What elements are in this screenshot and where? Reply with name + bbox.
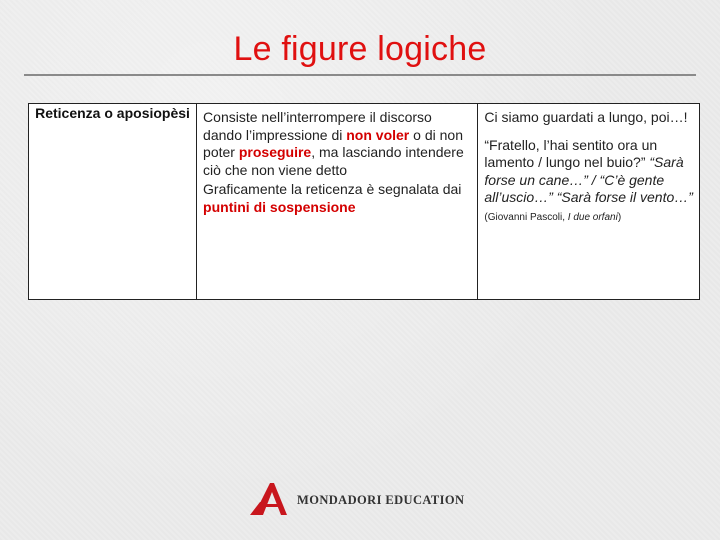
term-label: Reticenza o aposiopèsi — [35, 105, 190, 121]
slide-title: Le figure logiche — [233, 30, 487, 68]
definition-paragraph — [197, 104, 477, 179]
definition-text: Graficamente la reticenza è segnalata dai — [203, 181, 462, 197]
footer-brand — [250, 480, 480, 516]
definition-text: o di non poter — [203, 126, 463, 160]
definition-text: Consiste nell’interrompere il discorso dando l’impressione di — [203, 109, 432, 143]
definition-cell — [197, 104, 478, 300]
example-2 — [478, 137, 699, 227]
table-row — [29, 104, 700, 300]
brand-name: MONDADORI EDUCATION — [297, 493, 465, 507]
definition-paragraph — [197, 179, 477, 216]
definition-highlight: proseguire — [238, 144, 312, 160]
figure-table — [28, 103, 700, 300]
definition-highlight: puntini di sospensione — [203, 198, 356, 215]
title-divider — [24, 74, 696, 76]
example-1: Ci siamo guardati a lungo, poi…! — [484, 109, 688, 125]
examples-cell — [478, 104, 700, 300]
example-quote: “Sarà forse un cane…” / “C’è gente all’uscio…” “Sarà forse il vento…” — [484, 154, 693, 205]
mondadori-a-logo-icon — [250, 480, 292, 516]
example-close: ) — [617, 211, 622, 223]
definition-highlight: non voler — [346, 126, 410, 143]
example-text: “Fratello, l’hai sentito ora un lamento / lungo nel buio?” — [484, 136, 658, 170]
term-cell — [29, 104, 197, 300]
definition-text: , ma lasciando intendere ciò che non viene detto — [203, 144, 464, 178]
example-work-title: I due orfani — [567, 211, 618, 223]
example-author: (Giovanni Pascoli, — [484, 211, 568, 223]
